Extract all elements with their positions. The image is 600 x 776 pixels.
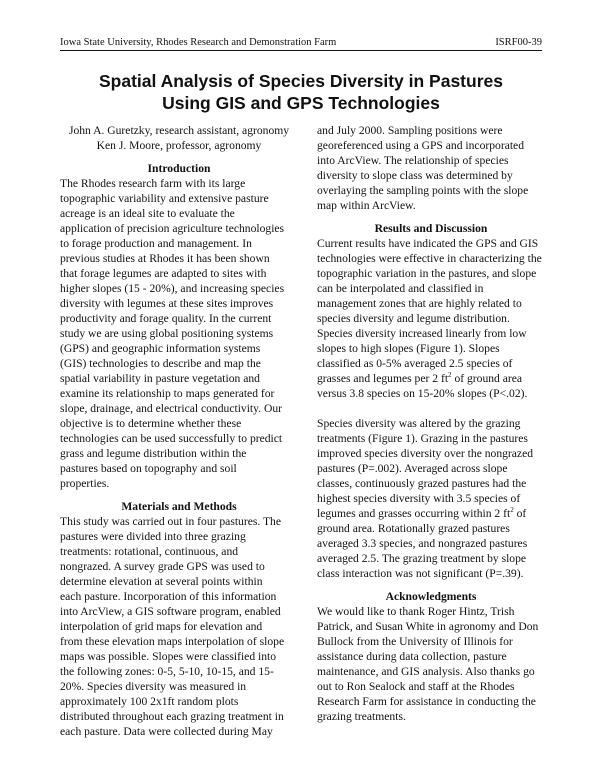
text-line: map within ArcView. (317, 199, 416, 212)
text-line: Species diversity increased linearly from low (317, 327, 527, 340)
text-line: out to Ron Sealock and staff at the Rhodes (317, 680, 515, 693)
text-line: grass and legume distribution within the (60, 447, 247, 460)
text-line: higher slopes (15 - 20%), and increasing species (60, 282, 285, 295)
text-line: treatments: rotational, continuous, and (60, 545, 239, 558)
text-line: versus 3.8 species on 15-20% slopes (P<.02). (317, 387, 528, 400)
text-line: treatments (Figure 1). Grazing in the pastures (317, 432, 528, 445)
text-line: (GIS) technologies to describe and map the (60, 357, 261, 370)
text-line: that forage legumes are adapted to sites with (60, 267, 267, 280)
text-line: the following zones: 0-5, 5-10, 10-15, and 15- (60, 665, 274, 678)
text-line: nongrazed. A survey grade GPS was used to (60, 560, 265, 573)
title-line-2: Using GIS and GPS Technologies (162, 93, 440, 113)
text-line: Patrick, and Susan White in agronomy and Don (317, 620, 539, 633)
text-line: each pasture. Data were collected during May (60, 725, 273, 738)
superscript: 2 (448, 371, 452, 379)
text-line: productivity and forage quality. In the current (60, 312, 272, 325)
text-line: 20%. Species diversity was measured in (60, 680, 247, 693)
text-line: slopes to high slopes (Figure 1). Slopes (317, 342, 500, 355)
text-line: classified as 0-5% averaged 2.5 species of (317, 357, 513, 370)
text-line: acreage is an ideal site to evaluate the (60, 207, 235, 220)
text-line: from these elevation maps interpolation of slope (60, 635, 285, 648)
text-line: objective is to determine whether these (60, 417, 242, 430)
text-line: overlaying the sampling points with the slope (317, 184, 529, 197)
text-line: to forage production and management. In (60, 237, 252, 250)
text-line: spatial variability in pasture vegetation and (60, 372, 260, 385)
text-line: Research Farm for assistance in conducting the (317, 695, 536, 708)
text-line: into ArcView. The relationship of species (317, 154, 509, 167)
text-line: technologies were effective in characterizing the (317, 252, 542, 265)
acknowledgments-body (317, 604, 545, 724)
superscript: 2 (510, 506, 514, 514)
text-line: assistance during data collection, pasture (317, 650, 507, 663)
running-header (60, 36, 542, 51)
author-2: Ken J. Moore, professor, agronomy (96, 139, 262, 152)
header-institution: Iowa State University, Rhodes Research and Demonstration Farm (60, 37, 337, 48)
text-line: management zones that are highly related to (317, 297, 522, 310)
text-line: previous studies at Rhodes it has been shown (60, 252, 270, 265)
text-line: topographic variation in the pastures, and slope (317, 267, 537, 280)
methods-heading: Materials and Methods (121, 500, 237, 513)
introduction-body (60, 176, 298, 491)
text-line: averaged 2.5. The grazing treatment by slope (317, 552, 527, 565)
text-line: Species diversity was altered by the grazing (317, 417, 521, 430)
text-span: grasses and legumes per 2 ft (317, 372, 449, 385)
text-line: We would like to thank Roger Hintz, Trish (317, 605, 515, 618)
results-paragraph-1 (317, 236, 545, 401)
text-line: slope, drainage, and electrical conductivity. Our (60, 402, 283, 415)
text-line: The Rhodes research farm with its large (60, 177, 246, 190)
text-line: species diversity and legume distribution. (317, 312, 510, 325)
text-line: This study was carried out in four pastures. The (60, 515, 281, 528)
text-line: grazing treatments. (317, 710, 406, 723)
text-line: technologies can be used successfully to predict (60, 432, 283, 445)
text-line: pastures (P=.002). Averaged across slope (317, 462, 508, 475)
text-line: georeferenced using a GPS and incorporated (317, 139, 525, 152)
text-line: examine its relationship to maps generated for (60, 387, 275, 400)
title-line-1: Spatial Analysis of Species Diversity in Pastures (99, 71, 503, 91)
text-line: determine elevation at several points within (60, 575, 263, 588)
text-line: can be interpolated and classified in (317, 282, 484, 295)
text-line: averaged 3.3 species, and nongrazed pastures (317, 537, 528, 550)
text-line: improved species diversity over the nongrazed (317, 447, 534, 460)
text-line: application of precision agriculture technologies (60, 222, 285, 235)
text-line: and July 2000. Sampling positions were (317, 124, 503, 137)
text-line (317, 371, 545, 386)
text-line: into ArcView, a GIS software program, enabled (60, 605, 281, 618)
methods-body (60, 514, 298, 739)
introduction-heading: Introduction (147, 162, 211, 175)
text-line: maintenance, and GIS analysis. Also thanks go (317, 665, 535, 678)
text-line: pastures were divided into three grazing (60, 530, 246, 543)
text-line: Bullock from the University of Illinois for (317, 635, 513, 648)
text-span: legumes and grasses occurring within 2 ft (317, 507, 511, 520)
text-line: study we are using global positioning systems (60, 327, 274, 340)
text-line: each pasture. Incorporation of this information (60, 590, 277, 603)
text-line: maps was possible. Slopes were classified into (60, 650, 277, 663)
text-line: properties. (60, 477, 110, 490)
results-heading: Results and Discussion (374, 222, 488, 235)
paper-title (60, 70, 542, 114)
acknowledgments-heading: Acknowledgments (385, 590, 477, 603)
left-column (60, 123, 298, 739)
text-line: distributed throughout each grazing treatment in (60, 710, 284, 723)
results-paragraph-2 (317, 416, 545, 581)
text-span: of ground area (451, 372, 523, 385)
text-line: diversity with legumes at these sites improves (60, 297, 274, 310)
author-1: John A. Guretzky, research assistant, agronomy (68, 124, 290, 137)
text-line: interpolation of grid maps for elevation and (60, 620, 263, 633)
text-line (317, 506, 545, 521)
text-line: pastures based on topography and soil (60, 462, 237, 475)
text-line: class interaction was not significant (P=.39). (317, 567, 524, 580)
text-line: diversity to slope class was determined by (317, 169, 513, 182)
text-line: approximately 100 2x1ft random plots (60, 695, 239, 708)
methods-continued-body (317, 123, 545, 213)
header-report-id: ISRF00-39 (495, 37, 542, 48)
text-line: (GPS) and geographic information systems (60, 342, 261, 355)
text-line: topographic variability and extensive pasture (60, 192, 269, 205)
text-line: highest species diversity with 3.5 species of (317, 492, 521, 505)
right-column (317, 123, 545, 724)
text-line: ground area. Rotationally grazed pastures (317, 522, 510, 535)
text-span: of (513, 507, 527, 520)
text-line: classes, continuously grazed pastures had the (317, 477, 527, 490)
text-line: Current results have indicated the GPS and GIS (317, 237, 539, 250)
